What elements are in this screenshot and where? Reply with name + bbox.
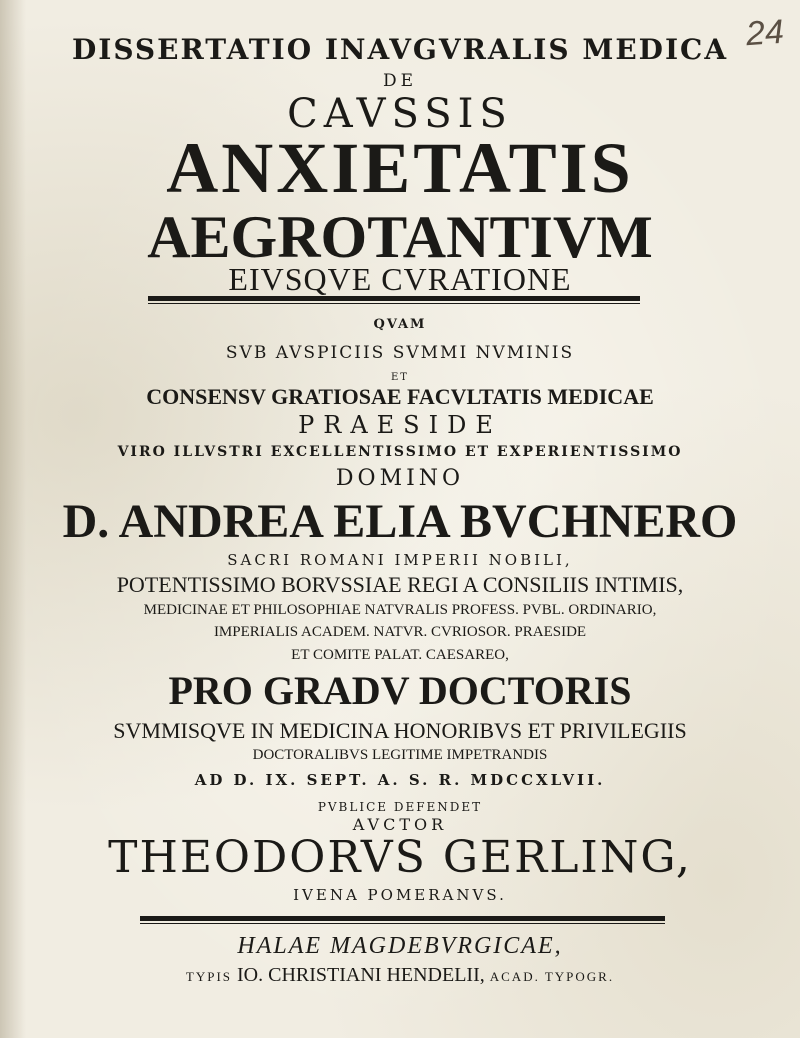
lower-rule-thin	[140, 923, 665, 924]
imprint-printer: IO. CHRISTIANI HENDELII,	[237, 964, 485, 986]
text-viro-illvstri: VIRO ILLVSTRI EXCELLENTISSIMO ET EXPERIENTISSIMO	[117, 444, 683, 460]
text-avctor: AVCTOR	[352, 815, 448, 834]
text-comite: ET COMITE PALAT. CAESAREO,	[291, 647, 509, 663]
title-de: DE	[382, 71, 418, 91]
dissertation-heading: DISSERTATIO INAVGVRALIS MEDICA	[71, 33, 729, 66]
text-pvblice-defendet: PVBLICE DEFENDET	[317, 800, 483, 814]
text-doctoralibvs: DOCTORALIBVS LEGITIME IMPETRANDIS	[252, 747, 548, 763]
imprint-printer-line	[0, 965, 800, 985]
defense-date: AD D. IX. SEPT. A. S. R. MDCCXLVII.	[194, 771, 606, 789]
text-praeside: PRAESIDE	[298, 411, 502, 439]
imprint-acad: ACAD. TYPOGR.	[489, 969, 615, 984]
title-aegrotantivm: AEGROTANTIVM	[147, 204, 653, 270]
lower-rule-thick	[140, 916, 665, 921]
upper-rule-thin	[148, 303, 640, 304]
text-svb-avspiciis: SVB AVSPICIIS SVMMI NVMINIS	[225, 343, 575, 363]
handwritten-page-number: 24	[744, 12, 786, 54]
title-eivsqve-cvratione: EIVSQVE CVRATIONE	[228, 261, 572, 297]
praeses-name: D. ANDREA ELIA BVCHNERO	[62, 495, 738, 548]
title-cavssis: CAVSSIS	[287, 91, 513, 137]
text-et: ET	[391, 372, 409, 383]
upper-rule-thick	[148, 296, 640, 301]
text-pro-gradv-doctoris: PRO GRADV DOCTORIS	[168, 668, 632, 713]
text-domino: DOMINO	[335, 466, 465, 491]
text-svmmisqve: SVMMISQVE IN MEDICINA HONORIBVS ET PRIVILEGIIS	[113, 718, 687, 743]
text-imperialis: IMPERIALIS ACADEM. NATVR. CVRIOSOR. PRAESIDE	[213, 624, 587, 640]
text-medicinae: MEDICINAE ET PHILOSOPHIAE NATVRALIS PROFESS. PVBL. ORDINARIO,	[143, 602, 657, 618]
author-origin: IVENA POMERANVS.	[293, 886, 507, 904]
imprint-city: HALAE MAGDEBVRGICAE,	[237, 933, 563, 959]
author-name: THEODORVS GERLING,	[108, 832, 692, 883]
text-qvam: QVAM	[373, 317, 427, 332]
text-consensv: CONSENSV GRATIOSAE FACVLTATIS MEDICAE	[146, 384, 654, 409]
text-potentissimo: POTENTISSIMO BORVSSIAE REGI A CONSILIIS INTIMIS,	[116, 572, 684, 597]
text-sacri-romani: SACRI ROMANI IMPERII NOBILI,	[227, 551, 573, 569]
title-anxietatis: ANXIETATIS	[166, 128, 634, 208]
imprint-typis: TYPIS	[185, 969, 233, 984]
